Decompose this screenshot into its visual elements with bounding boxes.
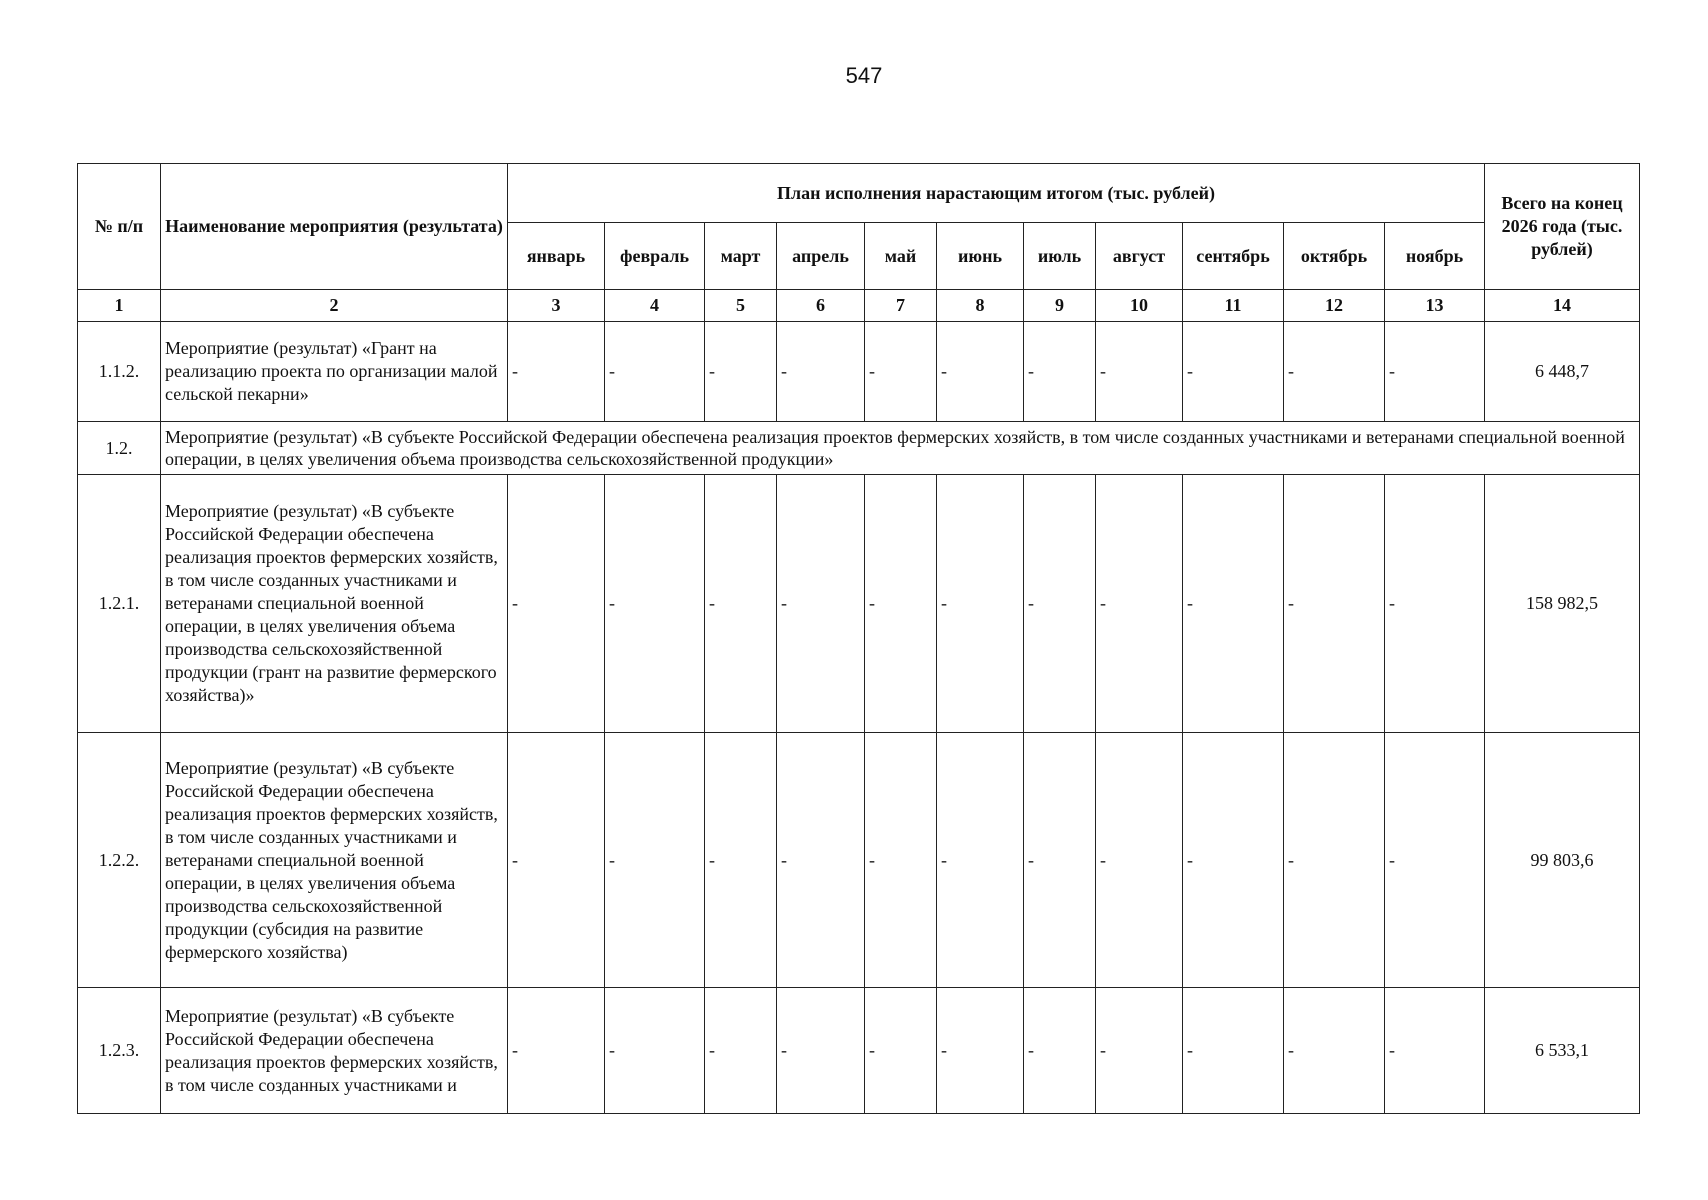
month-value: -: [1284, 733, 1385, 988]
header-num: № п/п: [78, 164, 161, 290]
month-value: -: [605, 988, 705, 1114]
month-value: -: [508, 322, 605, 422]
month-value: -: [1183, 988, 1284, 1114]
row-total: 158 982,5: [1485, 475, 1640, 733]
month-value: -: [508, 475, 605, 733]
month-value: -: [1096, 475, 1183, 733]
header-name: Наименование мероприятия (результата): [161, 164, 508, 290]
month-value: -: [605, 322, 705, 422]
month-value: -: [777, 988, 865, 1114]
month-value: -: [1284, 475, 1385, 733]
month-header: июль: [1024, 223, 1096, 290]
month-value: -: [937, 322, 1024, 422]
column-number: 2: [161, 290, 508, 322]
header-total: Всего на конец 2026 года (тыс. рублей): [1485, 164, 1640, 290]
month-value: -: [1096, 322, 1183, 422]
month-header: август: [1096, 223, 1183, 290]
column-number: 7: [865, 290, 937, 322]
month-value: -: [1385, 733, 1485, 988]
month-value: -: [777, 475, 865, 733]
month-value: -: [705, 322, 777, 422]
row-number: 1.2.: [78, 422, 161, 475]
month-value: -: [705, 733, 777, 988]
month-header: апрель: [777, 223, 865, 290]
table-row: [78, 475, 1640, 733]
column-number: 11: [1183, 290, 1284, 322]
month-header: январь: [508, 223, 605, 290]
month-value: -: [508, 733, 605, 988]
month-value: -: [1096, 733, 1183, 988]
month-value: -: [1183, 733, 1284, 988]
column-number: 12: [1284, 290, 1385, 322]
column-number: 8: [937, 290, 1024, 322]
month-value: -: [1024, 322, 1096, 422]
month-value: -: [705, 988, 777, 1114]
table-row: [78, 988, 1640, 1114]
column-number: 1: [78, 290, 161, 322]
month-header: сентябрь: [1183, 223, 1284, 290]
month-value: -: [605, 475, 705, 733]
table-row: [78, 422, 1640, 475]
month-header: ноябрь: [1385, 223, 1485, 290]
row-name: Мероприятие (результат) «Грант на реализацию проекта по организации малой сельской пекарни»: [161, 322, 508, 422]
column-number: 3: [508, 290, 605, 322]
column-number: 10: [1096, 290, 1183, 322]
row-number: 1.2.1.: [78, 475, 161, 733]
row-name: Мероприятие (результат) «В субъекте Российской Федерации обеспечена реализация проектов фермерских хозяйств, в том числе созданных участниками и ветеранами специальной военной операции, в целях увеличения объема производства сельскохозяйственной продукции (субсидия на развитие фермерского хозяйства): [161, 733, 508, 988]
month-value: -: [1385, 475, 1485, 733]
page-number: 547: [845, 63, 883, 88]
month-value: -: [865, 733, 937, 988]
column-number: 13: [1385, 290, 1485, 322]
month-value: -: [937, 733, 1024, 988]
month-header: февраль: [605, 223, 705, 290]
month-value: -: [705, 475, 777, 733]
plan-table: [77, 163, 1640, 1114]
row-number: 1.2.2.: [78, 733, 161, 988]
month-value: -: [937, 475, 1024, 733]
row-name: Мероприятие (результат) «В субъекте Российской Федерации обеспечена реализация проектов фермерских хозяйств, в том числе созданных участниками и ветеранами специальной военной операции, в целях увеличения объема производства сельскохозяйственной продукции»: [161, 422, 1640, 475]
row-name: Мероприятие (результат) «В субъекте Российской Федерации обеспечена реализация проектов фермерских хозяйств, в том числе созданных участниками и: [161, 988, 508, 1114]
month-value: -: [1385, 322, 1485, 422]
month-value: -: [777, 733, 865, 988]
month-header: октябрь: [1284, 223, 1385, 290]
column-number: 6: [777, 290, 865, 322]
month-header: май: [865, 223, 937, 290]
row-name: Мероприятие (результат) «В субъекте Российской Федерации обеспечена реализация проектов фермерских хозяйств, в том числе созданных участниками и ветеранами специальной военной операции, в целях увеличения объема производства сельскохозяйственной продукции (грант на развитие фермерского хозяйства)»: [161, 475, 508, 733]
row-number: 1.2.3.: [78, 988, 161, 1114]
month-header: июнь: [937, 223, 1024, 290]
row-total: 6 448,7: [1485, 322, 1640, 422]
month-value: -: [1183, 322, 1284, 422]
table-row: [78, 733, 1640, 988]
month-value: -: [865, 322, 937, 422]
header-plan: План исполнения нарастающим итогом (тыс. рублей): [508, 164, 1485, 223]
row-number: 1.1.2.: [78, 322, 161, 422]
month-value: -: [1183, 475, 1284, 733]
month-value: -: [937, 988, 1024, 1114]
table-row: [78, 322, 1640, 422]
month-value: -: [865, 475, 937, 733]
column-number: 14: [1485, 290, 1640, 322]
row-total: 6 533,1: [1485, 988, 1640, 1114]
month-value: -: [1284, 322, 1385, 422]
month-value: -: [865, 988, 937, 1114]
month-value: -: [1096, 988, 1183, 1114]
month-value: -: [1024, 475, 1096, 733]
month-value: -: [508, 988, 605, 1114]
month-value: -: [605, 733, 705, 988]
month-value: -: [777, 322, 865, 422]
column-number: 4: [605, 290, 705, 322]
month-value: -: [1284, 988, 1385, 1114]
month-header: март: [705, 223, 777, 290]
month-value: -: [1024, 988, 1096, 1114]
month-value: -: [1024, 733, 1096, 988]
column-number: 9: [1024, 290, 1096, 322]
month-value: -: [1385, 988, 1485, 1114]
column-number: 5: [705, 290, 777, 322]
row-total: 99 803,6: [1485, 733, 1640, 988]
